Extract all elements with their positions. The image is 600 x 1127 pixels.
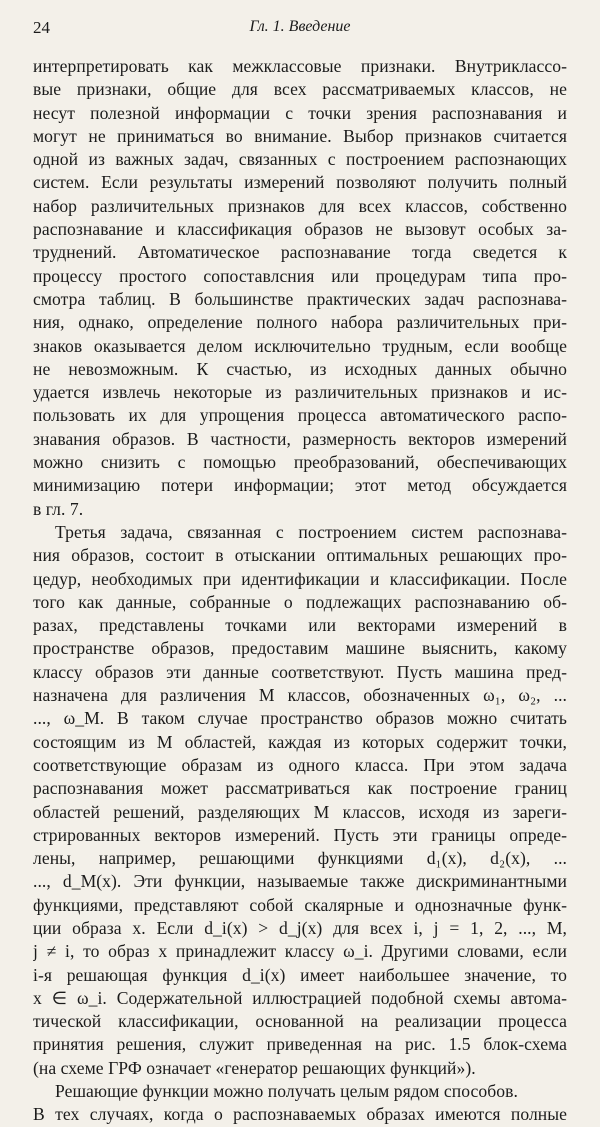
text-line: вые признаки, общие для всех рассматриваемых классов, не	[33, 79, 567, 100]
text-line: стрированных векторов измерений. Пусть эти границы опреде-	[33, 824, 567, 845]
text-line: цедур, необходимых при идентификации и классификации. После	[33, 568, 567, 589]
text-line: ния образов, состоит в отыскании оптимальных решающих про-	[33, 545, 567, 566]
text-line: (на схеме ГРФ означает «генератор решающих функций»).	[33, 1057, 476, 1078]
text-line: можно снизить с помощью преобразований, обеспечивающих	[33, 452, 567, 473]
text-line: x ∈ ω_i. Содержательной иллюстрацией подобной схемы автома-	[33, 987, 567, 1008]
text-line: Третья задача, связанная с построением систем распознава-	[55, 521, 567, 542]
text-line: ..., d_M(x). Эти функции, называемые также дискриминантными	[33, 871, 567, 892]
text-line: одной из важных задач, связанных с построением распознающих	[33, 149, 567, 170]
text-line: минимизацию потери информации; этот метод обсуждается	[33, 475, 567, 496]
text-line: труднений. Автоматическое распознавание тогда сведется к	[33, 242, 567, 263]
text-line: распознавания может рассматриваться как построение границ	[33, 778, 567, 799]
text-line: набор различительных признаков для всех классов, собственно	[33, 195, 567, 216]
text-line: не невозможным. К счастью, из исходных данных обычно	[33, 358, 567, 379]
page-header	[33, 18, 567, 42]
text-line: ния, однако, определение полного набора различительных при-	[33, 312, 567, 333]
text-line: процессу простого сопоставлсния или процедурам типа про-	[33, 265, 567, 286]
text-line: знаков оказывается делом исключительно трудным, если вообще	[33, 335, 567, 356]
text-line: назначена для различения M классов, обозначенных ω₁, ω₂, ...	[33, 685, 567, 706]
text-line: областей решений, разделяющих M классов, исходя из зареги-	[33, 801, 567, 822]
text-line: соответствующие образам из одного класса. При этом задача	[33, 754, 567, 775]
text-line: В тех случаях, когда о распознаваемых образах имеются полные	[33, 1104, 567, 1125]
text-line: классу образов эти данные соответствуют. Пусть машина пред-	[33, 661, 567, 682]
text-line: того как данные, собранные о подлежащих распознаванию об-	[33, 591, 567, 612]
text-line: распознавание и классификация образов не вызовут особых за-	[33, 219, 567, 240]
text-line: систем. Если результаты измерений позволяют получить полный	[33, 172, 567, 193]
text-line: j ≠ i, то образ x принадлежит классу ω_i. Другими словами, если	[33, 941, 567, 962]
body-text	[33, 55, 567, 1127]
text-line: тической классификации, основанной на реализации процесса	[33, 1011, 567, 1032]
text-line: несут полезной информации с точки зрения распознавания и	[33, 102, 567, 123]
text-line: Решающие функции можно получать целым рядом способов.	[55, 1081, 518, 1102]
text-line: ции образа x. Если d_i(x) > d_j(x) для всех i, j = 1, 2, ..., M,	[33, 917, 567, 938]
text-line: смотра таблиц. В большинстве практических задач распознава-	[33, 288, 567, 309]
text-line: в гл. 7.	[33, 498, 84, 519]
text-line: лены, например, решающими функциями d₁(x), d₂(x), ...	[33, 848, 567, 869]
text-line: пространстве образов, предоставим машине выяснить, какому	[33, 638, 567, 659]
running-head: Гл. 1. Введение	[249, 18, 351, 35]
text-line: знавания образов. В частности, размерность векторов измерений	[33, 428, 567, 449]
text-line: интерпретировать как межклассовые признаки. Внутриклассо-	[33, 56, 567, 76]
text-line: принятия решения, служит приведенная на рис. 1.5 блок-схема	[33, 1034, 567, 1055]
text-line: состоящим из M областей, каждая из которых содержит точки,	[33, 731, 567, 752]
text-line: разах, представлены точками или векторами измерений в	[33, 615, 567, 636]
text-line: функциями, представляют собой скалярные и однозначные функ-	[33, 894, 567, 915]
text-line: ..., ω_M. В таком случае пространство образов можно считать	[33, 708, 567, 729]
text-line: i-я решающая функция d_i(x) имеет наибольшее значение, то	[33, 964, 567, 985]
text-line: пользовать их для упрощения процесса автоматического распо-	[33, 405, 567, 426]
text-line: могут не приниматься во внимание. Выбор признаков считается	[33, 125, 567, 146]
page-number: 24	[33, 18, 50, 37]
text-line: удается извлечь некоторые из различительных признаков и ис-	[33, 382, 567, 403]
